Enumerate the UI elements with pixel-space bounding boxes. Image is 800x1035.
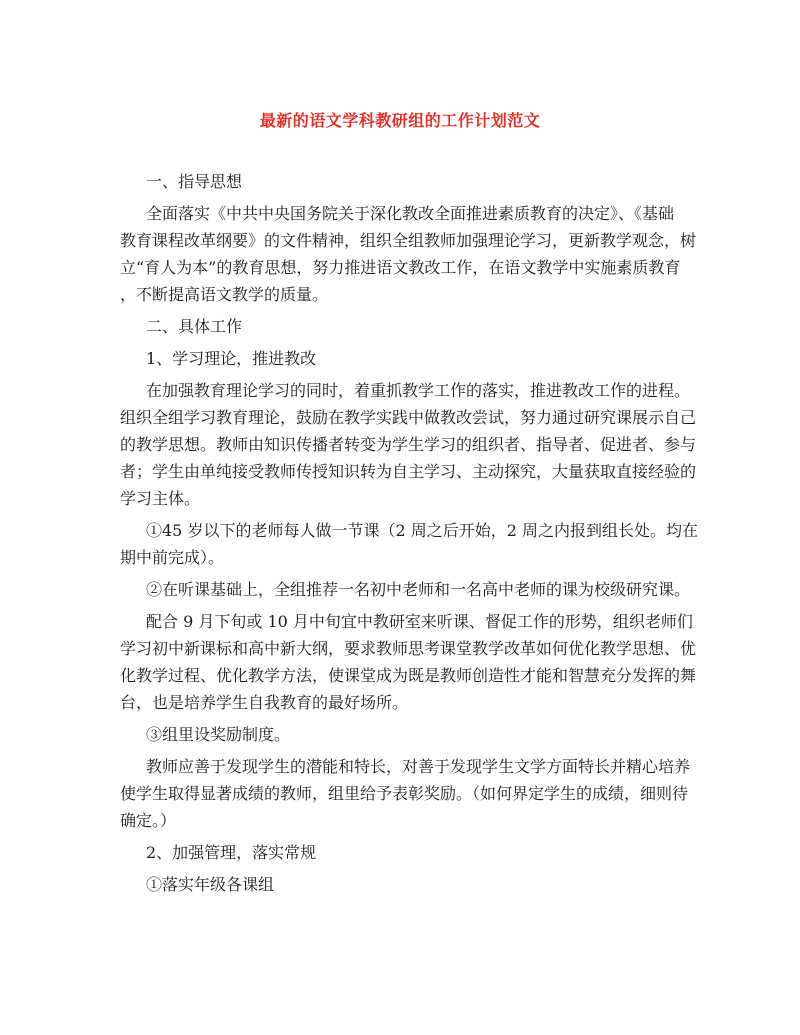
paragraph-line: 学习主体。: [120, 489, 201, 508]
paragraph-line: 台，也是培养学生自我教育的最好场所。: [120, 693, 409, 712]
subsection-heading-1: 1、学习理论，推进教改: [146, 349, 317, 368]
paragraph-line: 学习初中新课标和高中新大纲，要求教师思考课堂教学改革如何优化教学思想、优: [120, 639, 697, 658]
section-heading-1: 一、指导思想: [146, 172, 243, 191]
paragraph-line: 化教学过程、优化教学方法，使课堂成为既是教师创造性才能和智慧充分发挥的舞: [120, 666, 697, 685]
paragraph-line: 者；学生由单纯接受教师传授知识转为自主学习、主动探究，大量获取直接经验的: [120, 462, 697, 481]
paragraph-line: ，不断提高语文教学的质量。: [120, 285, 329, 304]
paragraph-line: 使学生取得显著成绩的教师，组里给予表彰奖励。（如何界定学生的成绩，细则待: [120, 784, 689, 803]
list-item-4: ①落实年级各课组: [146, 875, 275, 894]
subsection-heading-2: 2、加强管理，落实常规: [146, 843, 317, 862]
section-heading-2: 二、具体工作: [146, 317, 243, 336]
list-item-3: ③组里设奖励制度。: [146, 725, 291, 744]
document-body: [120, 168, 698, 898]
document-title: 最新的语文学科教研组的工作计划范文: [259, 111, 541, 130]
paragraph-line: 的教学思想。教师由知识传播者转变为学生学习的组织者、指导者、促进者、参与: [120, 435, 697, 454]
list-item-2: ②在听课基础上，全组推荐一名初中老师和一名高中老师的课为校级研究课。: [146, 580, 691, 599]
paragraph-line: 教师应善于发现学生的潜能和特长，对善于发现学生文学方面特长并精心培养: [146, 757, 691, 776]
paragraph-line: 在加强教育理论学习的同时，着重抓教学工作的落实，推进教改工作的进程。: [146, 381, 691, 400]
paragraph-line: 教育课程改革纲要》的文件精神，组织全组教师加强理论学习，更新教学观念，树: [120, 231, 697, 250]
paragraph-line: 组织全组学习教育理论，鼓励在教学实践中做教改尝试，努力通过研究课展示自己: [120, 408, 697, 427]
paragraph-line: 配合 9 月下旬或 10 月中旬宜中教研室来听课、督促工作的形势，组织老师们: [146, 612, 693, 631]
list-item-1-continuation: 期中前完成）。: [120, 548, 225, 567]
paragraph-line: 确定。）: [120, 811, 177, 830]
paragraph-line: 全面落实《中共中央国务院关于深化教改全面推进素质教育的决定》、《基础: [146, 204, 675, 223]
paragraph-line: 立“育人为本”的教育思想，努力推进语文教改工作，在语文教学中实施素质教育: [120, 258, 681, 277]
list-item-1: ①45 岁以下的老师每人做一节课（2 周之后开始，2 周之内报到组长处。均在: [146, 521, 698, 540]
